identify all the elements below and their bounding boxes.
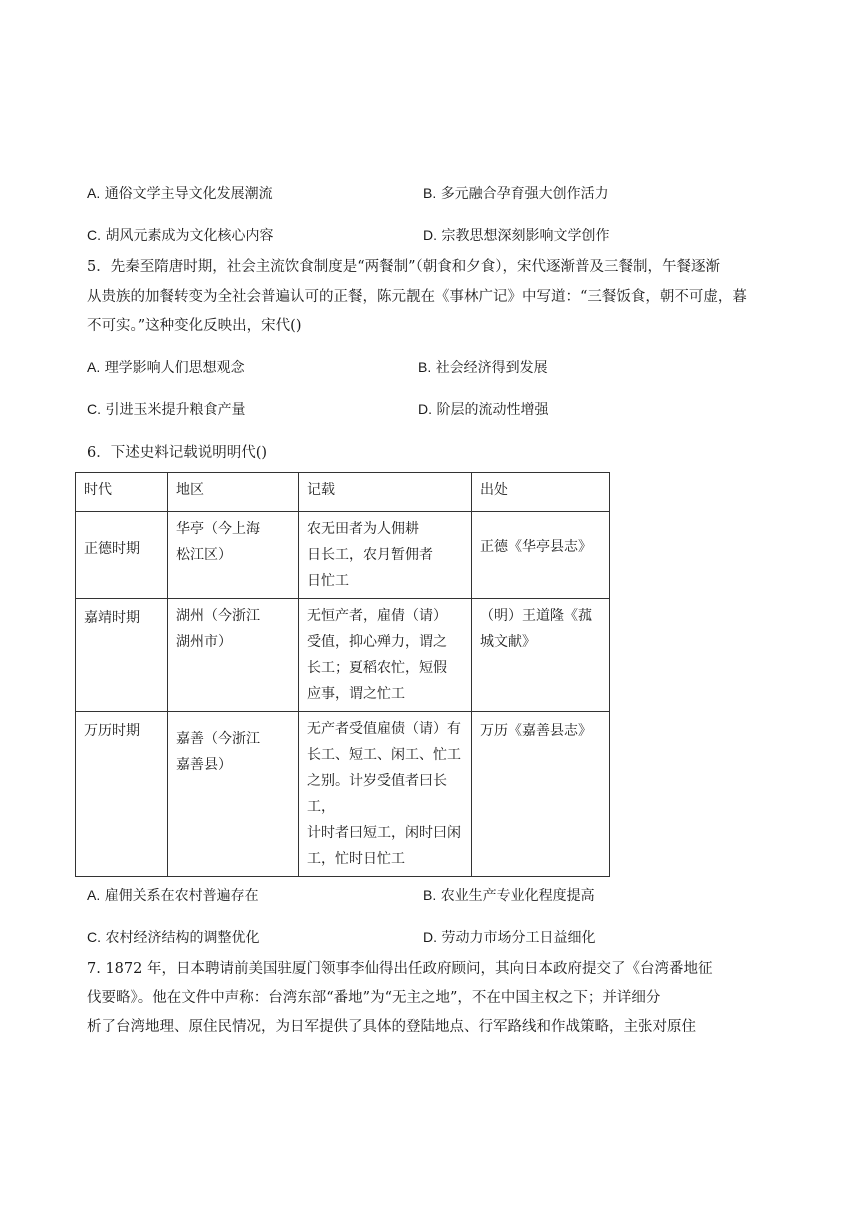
header-era: 时代 (76, 473, 168, 512)
q5-option-a[interactable]: A. 理学影响人们思想观念 (87, 359, 245, 376)
q7-stem-line-2: 伐要略》。他在文件中声称：台湾东部“番地”为“无主之地”，不在中国主权之下；并详细分 (87, 990, 661, 1006)
row-record: 农无田者为人佣耕 日长工，农月暂佣者 日忙工 (299, 512, 472, 599)
row-source: 万历《嘉善县志》 (472, 712, 610, 877)
q7-stem-line-1: 7. 1872 年，日本聘请前美国驻厦门领事李仙得出任政府顾问，其向日本政府提交了《台湾番地征 (87, 961, 713, 977)
row-era: 万历时期 (76, 712, 168, 877)
row-region: 湖州（今浙江 湖州市） (168, 599, 299, 712)
table-row (76, 712, 610, 877)
q5-option-d[interactable]: D. 阶层的流动性增强 (418, 401, 549, 418)
q6-option-d[interactable]: D. 劳动力市场分工日益细化 (423, 929, 596, 946)
q5-stem-line-1: 5．先秦至隋唐时期，社会主流饮食制度是“两餐制”（朝食和夕食），宋代逐渐普及三餐制，午餐逐渐 (87, 259, 721, 275)
row-era: 正德时期 (76, 512, 168, 599)
row-source: 正德《华亭县志》 (472, 512, 610, 599)
q4-option-b[interactable]: B. 多元融合孕育强大创作活力 (423, 185, 609, 202)
q5-option-c[interactable]: C. 引进玉米提升粮食产量 (87, 401, 246, 418)
q6-option-b[interactable]: B. 农业生产专业化程度提高 (423, 887, 595, 904)
q5-option-b[interactable]: B. 社会经济得到发展 (418, 359, 548, 376)
table-header-row (76, 473, 610, 512)
header-source: 出处 (472, 473, 610, 512)
table-row (76, 512, 610, 599)
q4-option-c[interactable]: C. 胡风元素成为文化核心内容 (87, 227, 274, 244)
header-region: 地区 (168, 473, 299, 512)
q4-option-d[interactable]: D. 宗教思想深刻影响文学创作 (423, 227, 610, 244)
q6-option-c[interactable]: C. 农村经济结构的调整优化 (87, 929, 260, 946)
q5-stem-line-3: 不可实。”这种变化反映出，宋代() (87, 318, 302, 334)
history-table (75, 472, 610, 877)
q5-stem-line-2: 从贵族的加餐转变为全社会普遍认可的正餐，陈元靓在《事林广记》中写道：“三餐饭食，朝不可虚，暮 (87, 289, 747, 305)
row-record: 无恒产者，雇倩（请） 受值，抑心殚力，谓之 长工；夏稻农忙，短假 应事，谓之忙工 (299, 599, 472, 712)
row-region: 嘉善（今浙江 嘉善县） (168, 712, 299, 877)
row-source: （明）王道隆《菰 城文献》 (472, 599, 610, 712)
row-era: 嘉靖时期 (76, 599, 168, 712)
row-region: 华亭（今上海 松江区） (168, 512, 299, 599)
table-row (76, 599, 610, 712)
q6-stem: 6．下述史料记载说明明代() (87, 445, 268, 461)
q7-stem-line-3: 析了台湾地理、原住民情况，为日军提供了具体的登陆地点、行军路线和作战策略，主张对原住 (87, 1019, 696, 1035)
header-record: 记载 (299, 473, 472, 512)
q6-option-a[interactable]: A. 雇佣关系在农村普遍存在 (87, 887, 259, 904)
row-record: 无产者受值雇债（请）有 长工、短工、闲工、忙工 之别。计岁受值者曰长工， 计时者曰短工，闲时曰闲 工，忙时日忙工 (299, 712, 472, 877)
q4-option-a[interactable]: A. 通俗文学主导文化发展潮流 (87, 185, 273, 202)
